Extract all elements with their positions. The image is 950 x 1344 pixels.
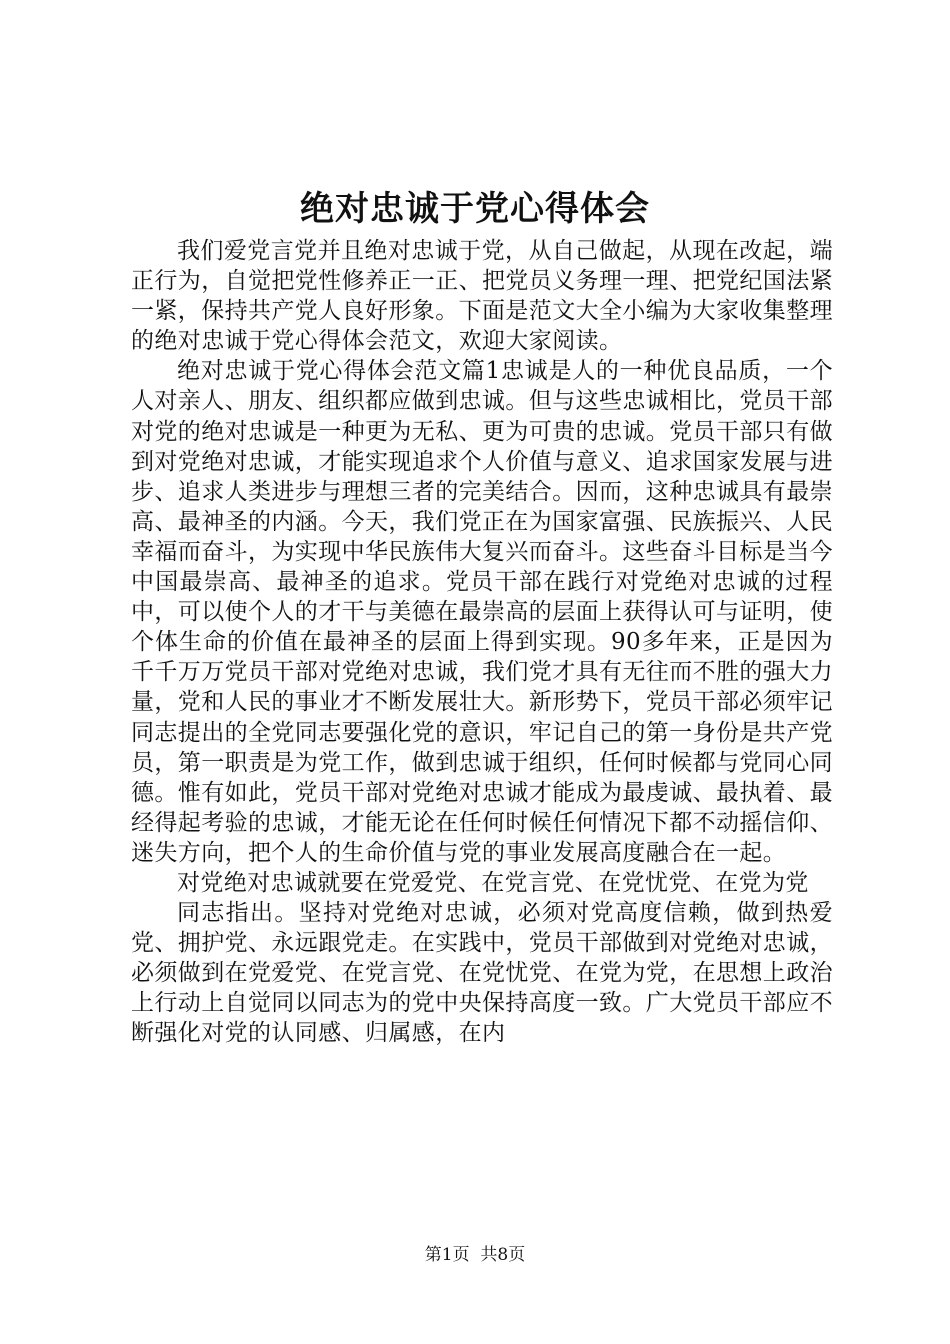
page-total: 共8页: [480, 1245, 526, 1265]
document-title: 绝对忠诚于党心得体会: [300, 189, 650, 229]
paragraph-intro: 我们爱党言党并且绝对忠诚于党，从自己做起，从现在改起，端正行为，自觉把党性修养正一正、把党员义务理一理、把党纪国法紧一紧，保持共产党人良好形象。下面是范文大全小编为大家收集整理的绝对忠诚于党心得体会范文，欢迎大家阅读。: [131, 238, 833, 355]
paragraph-continuation: 同志指出。坚持对党绝对忠诚，必须对党高度信赖，做到热爱党、拥护党、永远跟党走。在实践中，党员干部做到对党绝对忠诚，必须做到在党爱党、在党言党、在党忧党、在党为党，在思想上政治上行动上自觉同以同志为的党中央保持高度一致。广大党员干部应不断强化对党的认同感、归属感，在内: [131, 900, 833, 1047]
paragraph-essay-1: 绝对忠诚于党心得体会范文篇1忠诚是人的一种优良品质，一个人对亲人、朋友、组织都应做到忠诚。但与这些忠诚相比，党员干部对党的绝对忠诚是一种更为无私、更为可贵的忠诚。党员干部只有做到对党绝对忠诚，才能实现追求个人价值与意义、追求国家发展与进步、追求人类进步与理想三者的完美结合。因而，这种忠诚具有最崇高、最神圣的内涵。今天，我们党正在为国家富强、民族振兴、人民幸福而奋斗，为实现中华民族伟大复兴而奋斗。这些奋斗目标是当今中国最崇高、最神圣的追求。党员干部在践行对党绝对忠诚的过程中，可以使个人的才干与美德在最崇高的层面上获得认可与证明，使个体生命的价值在最神圣的层面上得到实现。90多年来，正是因为千千万万党员干部对党绝对忠诚，我们党才具有无往而不胜的强大力量，党和人民的事业才不断发展壮大。新形势下，党员干部必须牢记同志提出的全党同志要强化党的意识，牢记自己的第一身份是共产党员，第一职责是为党工作，做到忠诚于组织，任何时候都与党同心同德。惟有如此，党员干部对党绝对忠诚才能成为最虔诚、最执着、最经得起考验的忠诚，才能无论在任何时候任何情况下都不动摇信仰、迷失方向，把个人的生命价值与党的事业发展高度融合在一起。: [131, 358, 833, 866]
document-body: [131, 236, 833, 1049]
paragraph-heading: 对党绝对忠诚就要在党爱党、在党言党、在党忧党、在党为党: [177, 869, 809, 896]
page-footer: [0, 1244, 950, 1266]
page-number: 第1页: [424, 1245, 470, 1265]
